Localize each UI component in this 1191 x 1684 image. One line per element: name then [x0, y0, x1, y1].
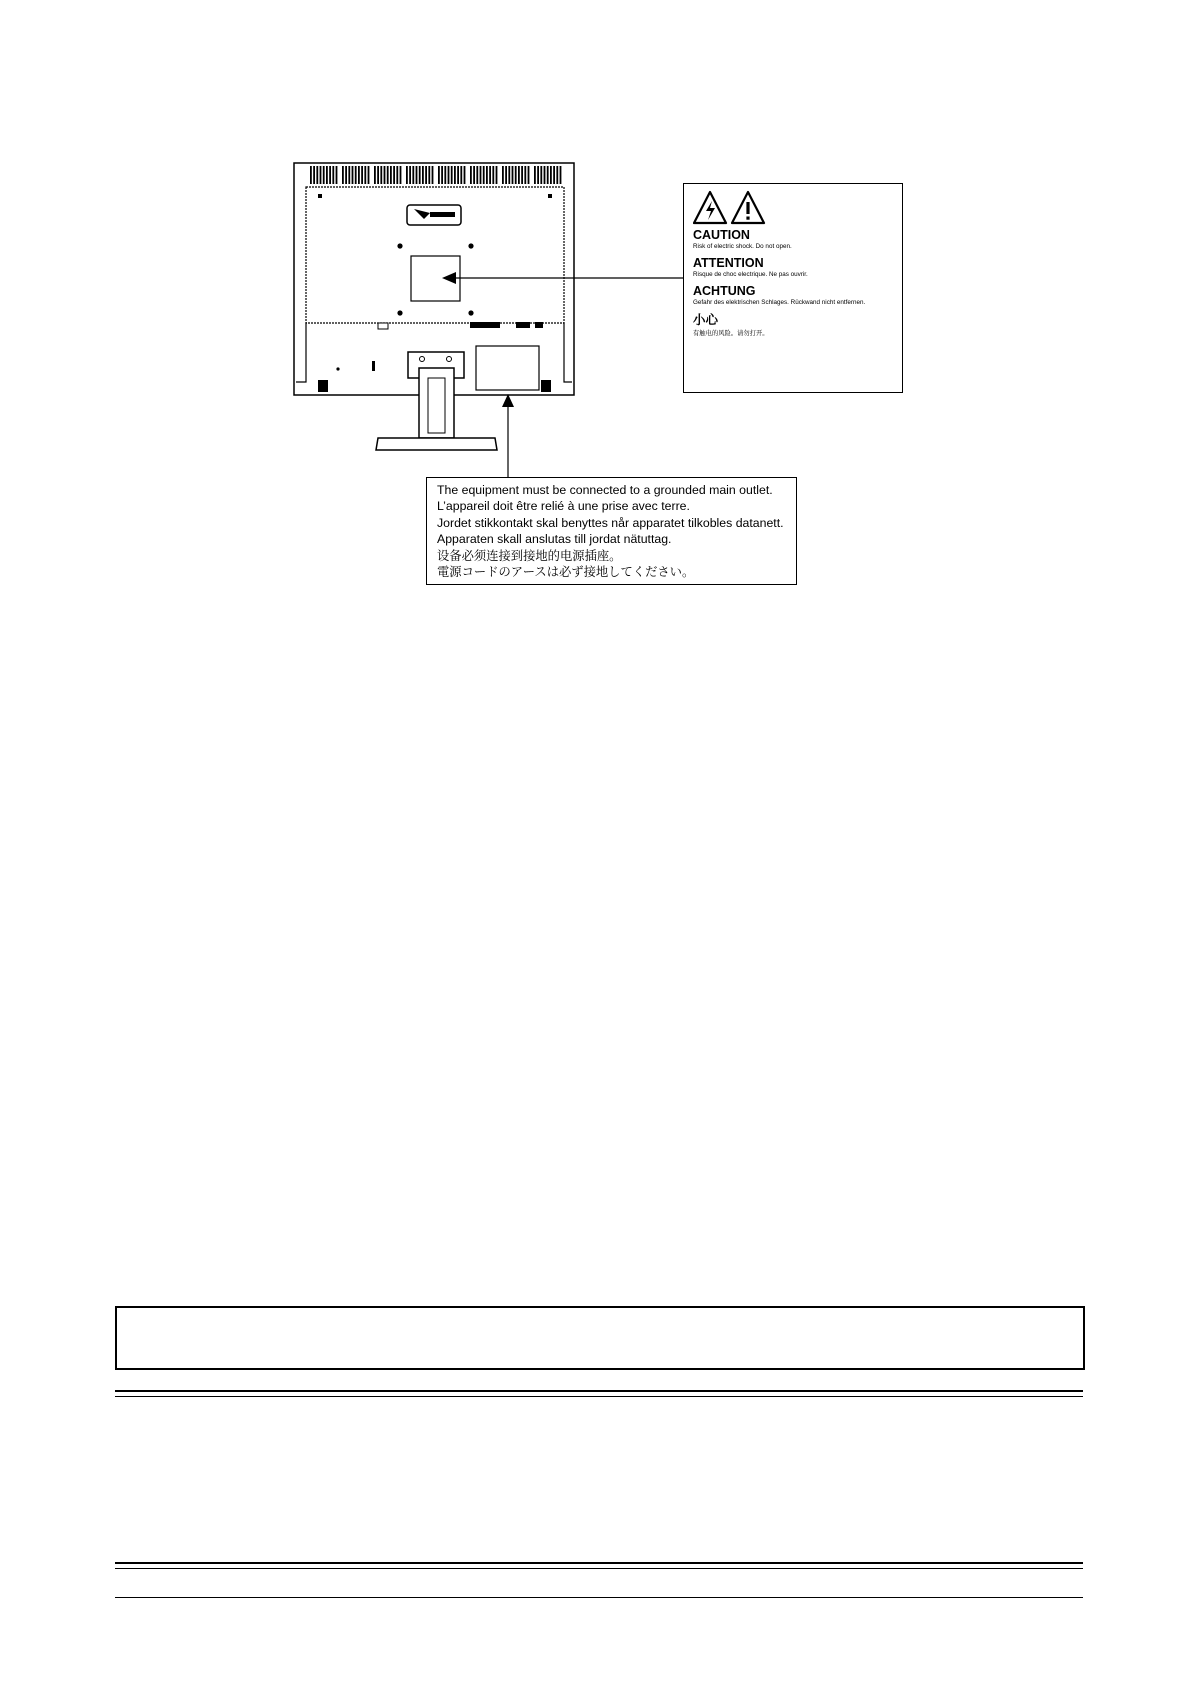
grille-slat	[323, 166, 325, 184]
double-rule	[115, 1390, 1083, 1397]
screw-hole	[397, 243, 402, 248]
grille-slat	[352, 166, 354, 184]
grille-slat	[470, 166, 472, 184]
notice-line-swedish: Apparaten skall anslutas till jordat nätuttag.	[437, 532, 672, 547]
caution-label	[683, 183, 903, 393]
grille-slat	[316, 166, 318, 184]
notice-line-norwegian: Jordet stikkontakt skal benyttes når apparatet tilkobles datanett.	[437, 515, 784, 530]
grille-slat	[313, 166, 315, 184]
grille-slat	[505, 166, 507, 184]
grille-slat	[412, 166, 414, 184]
grille-slat	[540, 166, 542, 184]
monitor-rear-illustration	[0, 0, 1191, 700]
grille-slat	[454, 166, 456, 184]
attention-text: Risque de choc electrique. Ne pas ouvrir.	[693, 271, 808, 278]
grille-slat	[390, 166, 392, 184]
chinese-caution-heading: 小心	[693, 313, 719, 327]
connector-port	[516, 322, 530, 328]
grille-slat	[422, 166, 424, 184]
screw-hole	[397, 310, 402, 315]
grille-slat	[361, 166, 363, 184]
grille-slat	[553, 166, 555, 184]
grille-slat	[448, 166, 450, 184]
grille-slat	[537, 166, 539, 184]
grille-slat	[348, 166, 350, 184]
grille-slat	[336, 166, 338, 184]
notice-line-english: The equipment must be connected to a grounded main outlet.	[437, 483, 773, 497]
grille-slat	[544, 166, 546, 184]
grille-slat	[377, 166, 379, 184]
warning-icons	[693, 190, 767, 231]
grille-slat	[534, 166, 536, 184]
attention-heading: ATTENTION	[693, 256, 764, 270]
grille-slat	[492, 166, 494, 184]
grounding-notice	[426, 477, 797, 585]
grille-slat	[550, 166, 552, 184]
connector-port	[470, 322, 500, 328]
grille-slat	[428, 166, 430, 184]
grounding-label-location	[476, 346, 539, 390]
notice-line-chinese: 设备必须连接到接地的电源插座。	[437, 548, 622, 563]
grille-slat	[556, 166, 558, 184]
grille-slat	[342, 166, 344, 184]
grille-slat	[393, 166, 395, 184]
grille-slat	[512, 166, 514, 184]
grille-slat	[528, 166, 530, 184]
screw-hole	[468, 310, 473, 315]
grille-slat	[320, 166, 322, 184]
grille-slat	[486, 166, 488, 184]
lightning-warning-icon	[694, 192, 726, 223]
screw-hole	[468, 243, 473, 248]
grille-slat	[441, 166, 443, 184]
grille-slat	[515, 166, 517, 184]
empty-frame-box	[115, 1306, 1085, 1370]
grille-slat	[518, 166, 520, 184]
grille-slat	[489, 166, 491, 184]
grille-slat	[396, 166, 398, 184]
grille-slat	[387, 166, 389, 184]
grille-slat	[355, 166, 357, 184]
grille-slat	[432, 166, 434, 184]
grille-slat	[451, 166, 453, 184]
grille-slat	[409, 166, 411, 184]
grille-slat	[524, 166, 526, 184]
grille-slat	[332, 166, 334, 184]
grille-slat	[502, 166, 504, 184]
notice-line-japanese: 電源コードのアースは必ず接地してください。	[437, 565, 695, 580]
achtung-text: Gefahr des elektrischen Schlages. Rückwand nicht entfernen.	[693, 299, 866, 306]
grille-slat	[425, 166, 427, 184]
caution-text: Risk of electric shock. Do not open.	[693, 243, 792, 250]
grille-slat	[400, 166, 402, 184]
single-rule	[115, 1597, 1083, 1598]
grille-slat	[496, 166, 498, 184]
exclamation-warning-icon	[732, 192, 764, 223]
grille-slat	[384, 166, 386, 184]
grille-slat	[508, 166, 510, 184]
grille-slat	[345, 166, 347, 184]
grille-slat	[476, 166, 478, 184]
grille-slat	[521, 166, 523, 184]
grille-slat	[444, 166, 446, 184]
double-rule	[115, 1562, 1083, 1569]
grille-slat	[326, 166, 328, 184]
caution-heading: CAUTION	[693, 228, 750, 242]
grille-slat	[464, 166, 466, 184]
grille-slat	[457, 166, 459, 184]
grille-slat	[438, 166, 440, 184]
stand-base	[376, 438, 497, 450]
chinese-caution-text: 有触电的风险。请勿打开。	[693, 330, 769, 337]
grille-slat	[416, 166, 418, 184]
grille-slat	[374, 166, 376, 184]
notice-line-french: L’appareil doit être relié à une prise avec terre.	[437, 499, 690, 514]
grille-slat	[406, 166, 408, 184]
connector-port	[535, 322, 543, 328]
grille-slat	[419, 166, 421, 184]
grille-slat	[310, 166, 312, 184]
grille-slat	[358, 166, 360, 184]
achtung-heading: ACHTUNG	[693, 284, 756, 298]
grille-slat	[547, 166, 549, 184]
grille-slat	[483, 166, 485, 184]
grille-slat	[460, 166, 462, 184]
grille-slat	[380, 166, 382, 184]
grille-slat	[368, 166, 370, 184]
grille-slat	[560, 166, 562, 184]
grille-slat	[480, 166, 482, 184]
grille-slat	[329, 166, 331, 184]
grille-slat	[473, 166, 475, 184]
grille-slat	[364, 166, 366, 184]
